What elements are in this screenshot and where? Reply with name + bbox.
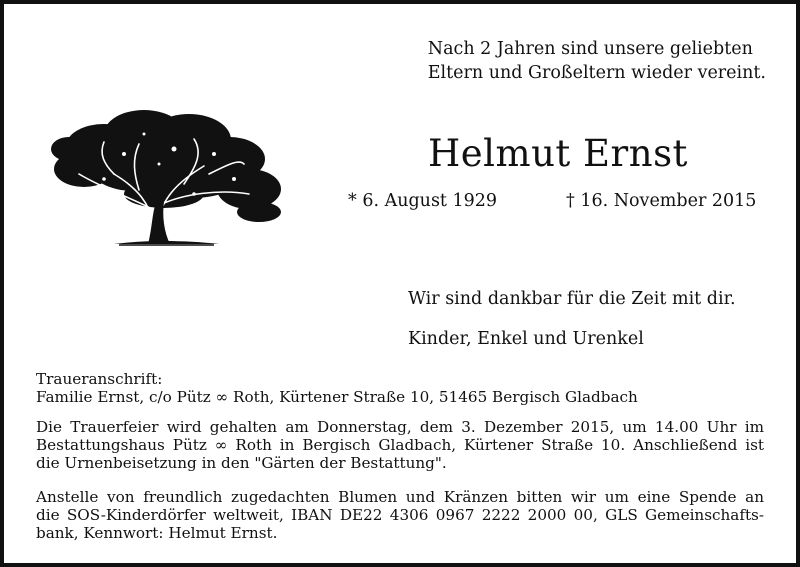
birth-date: * 6. August 1929 bbox=[348, 191, 498, 211]
address-block bbox=[36, 370, 764, 406]
donation-line-2: die SOS-Kinderdörfer weltweit, IBAN DE22 4306 0967 2222 2000 00, GLS Gemeinschafts- bbox=[36, 506, 764, 524]
donation-line-3: bank, Kennwort: Helmut Ernst. bbox=[36, 524, 278, 542]
thanks-message: Wir sind dankbar für die Zeit mit dir. bbox=[408, 289, 736, 309]
deceased-name: Helmut Ernst bbox=[428, 132, 688, 175]
address-line: Familie Ernst, c/o Pütz ∞ Roth, Kürtener Straße 10, 51465 Bergisch Gladbach bbox=[36, 388, 638, 406]
intro-text bbox=[428, 38, 766, 85]
ceremony-line-2: Bestattungshaus Pütz ∞ Roth in Bergisch Gladbach, Kürtener Straße 10. Anschließend ist bbox=[36, 436, 764, 454]
intro-line-1: Nach 2 Jahren sind unsere geliebten bbox=[427, 39, 753, 59]
ceremony-line-3: die Urnenbeisetzung in den "Gärten der Bestattung". bbox=[36, 454, 447, 472]
ceremony-line-1: Die Trauerfeier wird gehalten am Donnerstag, dem 3. Dezember 2015, um 14.00 Uhr im bbox=[36, 418, 764, 436]
intro-line-2: Eltern und Großeltern wieder vereint. bbox=[427, 62, 766, 83]
tree-icon bbox=[44, 104, 284, 249]
ceremony-block bbox=[36, 418, 764, 472]
family-signature: Kinder, Enkel und Urenkel bbox=[408, 329, 644, 349]
donation-line-1: Anstelle von freundlich zugedachten Blumen und Kränzen bitten wir um eine Spende an bbox=[36, 488, 764, 506]
donation-block bbox=[36, 488, 764, 542]
address-label: Traueranschrift: bbox=[36, 370, 163, 388]
death-date: † 16. November 2015 bbox=[566, 191, 757, 211]
